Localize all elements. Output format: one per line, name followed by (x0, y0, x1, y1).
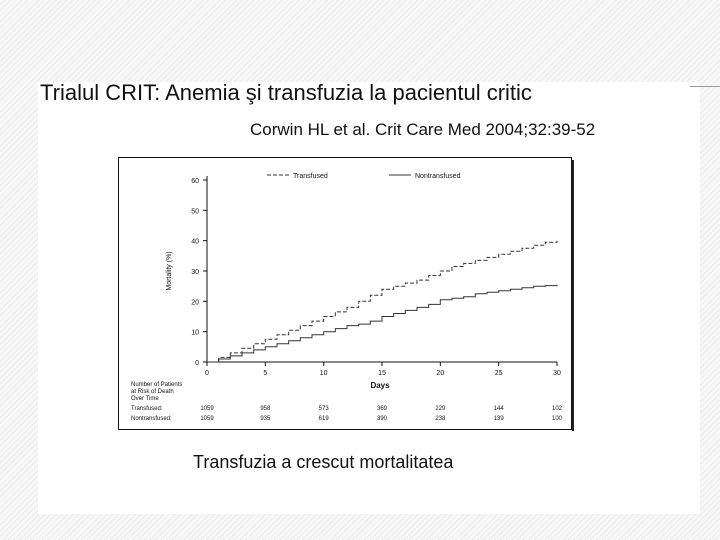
risk-table-header: at Risk of Death (131, 389, 174, 395)
x-axis-label: Days (370, 381, 390, 390)
x-tick-label: 25 (494, 370, 503, 377)
legend-label: Nontransfused (415, 173, 461, 180)
risk-table-cell: 619 (318, 416, 329, 422)
risk-table-cell: 1059 (200, 416, 214, 422)
risk-table-cell: 229 (435, 406, 446, 412)
risk-table-cell: 935 (260, 416, 271, 422)
risk-table-row-label: Transfused: (131, 406, 163, 412)
x-tick-label: 10 (319, 370, 328, 377)
risk-table-cell: 1059 (200, 406, 214, 412)
decorative-line (690, 86, 720, 87)
slide-title: Trialul CRIT: Anemia şi transfuzia la pacientul critic (40, 80, 532, 105)
mortality-chart (119, 158, 571, 429)
y-axis-label: Mortality (%) (166, 251, 173, 291)
risk-table-cell: 139 (493, 416, 504, 422)
y-tick-label: 10 (191, 329, 199, 337)
risk-table-cell: 573 (318, 406, 329, 412)
legend-label: Transfused (293, 173, 328, 180)
chart-figure (118, 157, 572, 430)
y-tick-label: 50 (191, 208, 199, 216)
risk-table-row-label: Nontransfused: (131, 416, 172, 422)
risk-table-header: Number of Patients (131, 382, 183, 388)
series-line-nontransfused (207, 285, 557, 362)
slide-caption: Transfuzia a crescut mortalitatea (193, 452, 454, 472)
risk-table-cell: 369 (376, 406, 388, 412)
x-tick-label: 20 (436, 370, 445, 377)
citation: Corwin HL et al. Crit Care Med 2004;32:39-52 (250, 120, 596, 139)
y-tick-label: 60 (191, 178, 199, 185)
risk-table-cell: 144 (493, 406, 504, 412)
x-tick-label: 0 (205, 370, 209, 377)
risk-table-cell: 390 (376, 416, 388, 422)
risk-table-cell: 958 (260, 406, 271, 412)
risk-table-cell: 100 (551, 416, 563, 422)
y-tick-label: 30 (191, 269, 199, 276)
y-tick-label: 0 (195, 360, 199, 367)
x-tick-label: 5 (263, 370, 268, 377)
y-tick-label: 20 (191, 299, 199, 307)
risk-table-cell: 238 (435, 416, 446, 422)
series-line-transfused (207, 241, 557, 362)
risk-table-cell: 102 (551, 406, 563, 412)
x-tick-label: 15 (378, 370, 386, 377)
risk-table-header: Over Time (131, 396, 159, 402)
x-tick-label: 30 (553, 370, 561, 377)
y-tick-label: 40 (191, 238, 199, 246)
